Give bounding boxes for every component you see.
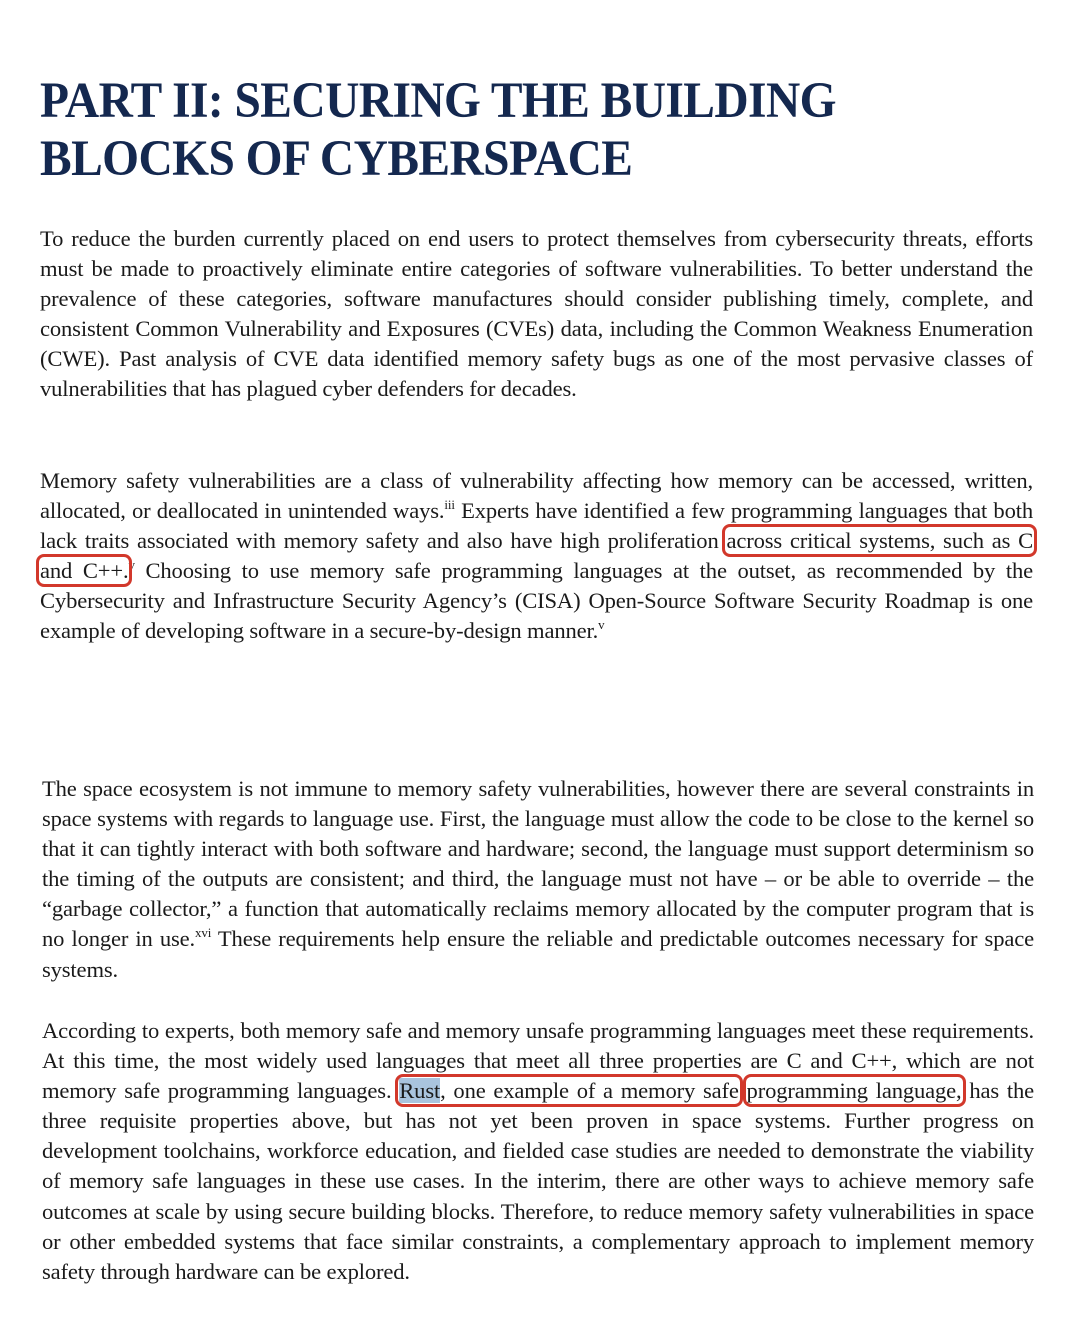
- annotation-box-rust: [399, 1078, 738, 1103]
- paragraph-text: The space ecosystem is not immune to memory safety vulnerabilities, however there are several constraints in space systems with regards to language use. First, the language must allow the code to be close to the kernel so that it can tightly interact with both software and hardware; second, the language must support determinism so the timing of the outputs are consistent; and third, the language must not have – or be able to override – the “garbage collector,” a function that automatically reclaims memory allocated by the computer program that is no longer in use.: [42, 776, 1034, 952]
- paragraph-intro: To reduce the burden currently placed on end users to protect themselves from cybersecurity threats, efforts must be made to proactively eliminate entire categories of software vulnerabilities. To better understand the prevalence of these categories, software manufactures should consider publishing timely, complete, and consistent Common Vulnerability and Exposures (CVEs) data, including the Common Weakness Enumeration (CWE). Past analysis of CVE data identified memory safety bugs as one of the most pervasive classes of vulnerabilities that has plagued cyber defenders for decades.: [40, 226, 1033, 402]
- paragraph-text: Choosing to use memory safe programming languages at the outset, as recommended by the Cybersecurity and Infrastructure Security Agency’s (CISA) Open-Source Software Security Roadmap is one example of developing software in a secure-by-design manner.: [40, 558, 1033, 644]
- section-title: [40, 72, 970, 188]
- paragraph-text: These requirements help ensure the reliable and predictable outcomes necessary for space systems.: [42, 926, 1034, 982]
- annotation-box-c-cpp: across critical systems, such as C and C++.: [40, 528, 1033, 584]
- footnote-ref[interactable]: v: [128, 557, 135, 573]
- footnote-ref[interactable]: iii: [444, 497, 455, 513]
- footnote-ref[interactable]: xvi: [195, 925, 212, 941]
- footnote-ref[interactable]: v: [598, 617, 605, 633]
- paragraph-text: Experts have identified a few programming languages that both lack traits associated with memory safety and also have high proliferation: [40, 498, 1033, 554]
- paragraph-space-ecosystem: [42, 774, 1034, 985]
- paragraph-text: has the three requisite properties above, but has not yet been proven in space systems. Further progress on development toolchains, workforce education, and fielded case studies are needed to demonstrate the viability of memory safe languages in these use cases. In the interim, there are other ways to achieve memory safe outcomes at scale by using secure building blocks. Therefore, to reduce memory safety vulnerabilities in space or other embedded systems that face similar constraints, a complementary approach to implement memory safety through hardware can be explored.: [42, 1078, 1034, 1284]
- title-line-2: BLOCKS OF CYBERSPACE: [40, 131, 633, 187]
- title-line-1: PART II: SECURING THE BUILDING: [40, 73, 836, 129]
- paragraph-text: According to experts, both memory safe and memory unsafe programming languages meet these requirements. At this time, the most widely used languages that meet all three properties are C and C++, which are not memory safe programming languages.: [42, 1018, 1034, 1104]
- boxed-text: , one example of a memory safe: [440, 1078, 739, 1104]
- paragraph-memory-safety: [40, 466, 1033, 647]
- selected-text-rust[interactable]: Rust: [399, 1078, 441, 1104]
- paragraph-rust: [42, 1016, 1034, 1287]
- annotation-box-programming-language: programming language,: [746, 1078, 962, 1104]
- paragraph-text: Memory safety vulnerabilities are a class of vulnerability affecting how memory can be accessed, written, allocated, or deallocated in unintended ways.: [40, 468, 1033, 524]
